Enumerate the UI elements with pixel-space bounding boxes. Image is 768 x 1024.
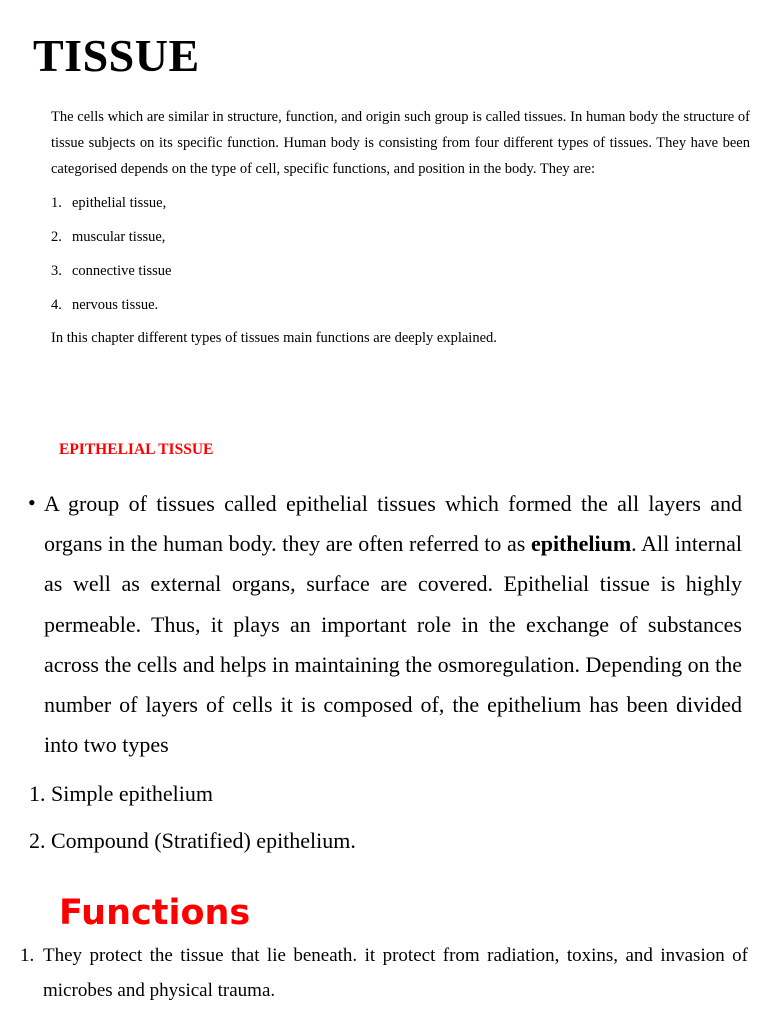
list-text: nervous tissue. [72, 297, 159, 313]
list-text: epithelial tissue, [72, 195, 167, 211]
tissue-types-list [51, 190, 171, 326]
list-item [51, 224, 171, 258]
intro-closing-sentence: In this chapter different types of tissues main functions are deeply explained. [51, 330, 497, 346]
functions-list [20, 938, 748, 1008]
list-number: 2. [29, 828, 46, 853]
list-number: 2. [51, 229, 62, 245]
list-text: muscular tissue, [72, 229, 166, 245]
section-heading-functions: Functions [59, 893, 251, 933]
page-title: TISSUE [33, 30, 200, 81]
list-number: 1. [20, 945, 35, 966]
list-text: They protect the tissue that lie beneath. it protect from radiation, toxins, and invasion of microbes and physical trauma. [43, 945, 748, 1001]
list-number: 3. [51, 263, 62, 279]
intro-paragraph: The cells which are similar in structure, function, and origin such group is called tissues. In human body the structure of tissue subjects on its specific function. Human body is consisting from four different types of tissues. They have been categorised depends on the type of cell, specific functions, and position in the body. They are: [51, 109, 750, 177]
bullet-icon: • [28, 490, 36, 515]
list-item [51, 292, 171, 326]
section-heading-epithelial: EPITHELIAL TISSUE [59, 441, 214, 458]
list-text: Compound (Stratified) epithelium. [51, 828, 356, 853]
list-item [29, 823, 356, 870]
epithelial-paragraph [44, 484, 742, 765]
list-number: 1. [29, 781, 46, 806]
paragraph-text: A group of tissues called epithelial tissues which formed the all layers and organs in the human body. they are often referred to as [44, 491, 742, 557]
list-text: connective tissue [72, 263, 172, 279]
list-text: Simple epithelium [51, 781, 213, 806]
list-item [20, 938, 748, 1008]
epithelium-types-list [29, 776, 356, 870]
list-item [51, 190, 171, 224]
bold-term-epithelium: epithelium [530, 531, 632, 557]
list-number: 1. [51, 195, 62, 211]
list-number: 4. [51, 297, 62, 313]
list-item [29, 776, 356, 823]
paragraph-text: . All internal as well as external organs, surface are covered. Epithelial tissue is highly permeable. Thus, it plays an important role in the exchange of substances across the cells and helps in maintaining the osmoregulation. Depending on the number of layers of cells it is composed of, the epithelium has been divided into two types [44, 531, 742, 758]
list-item [51, 258, 171, 292]
